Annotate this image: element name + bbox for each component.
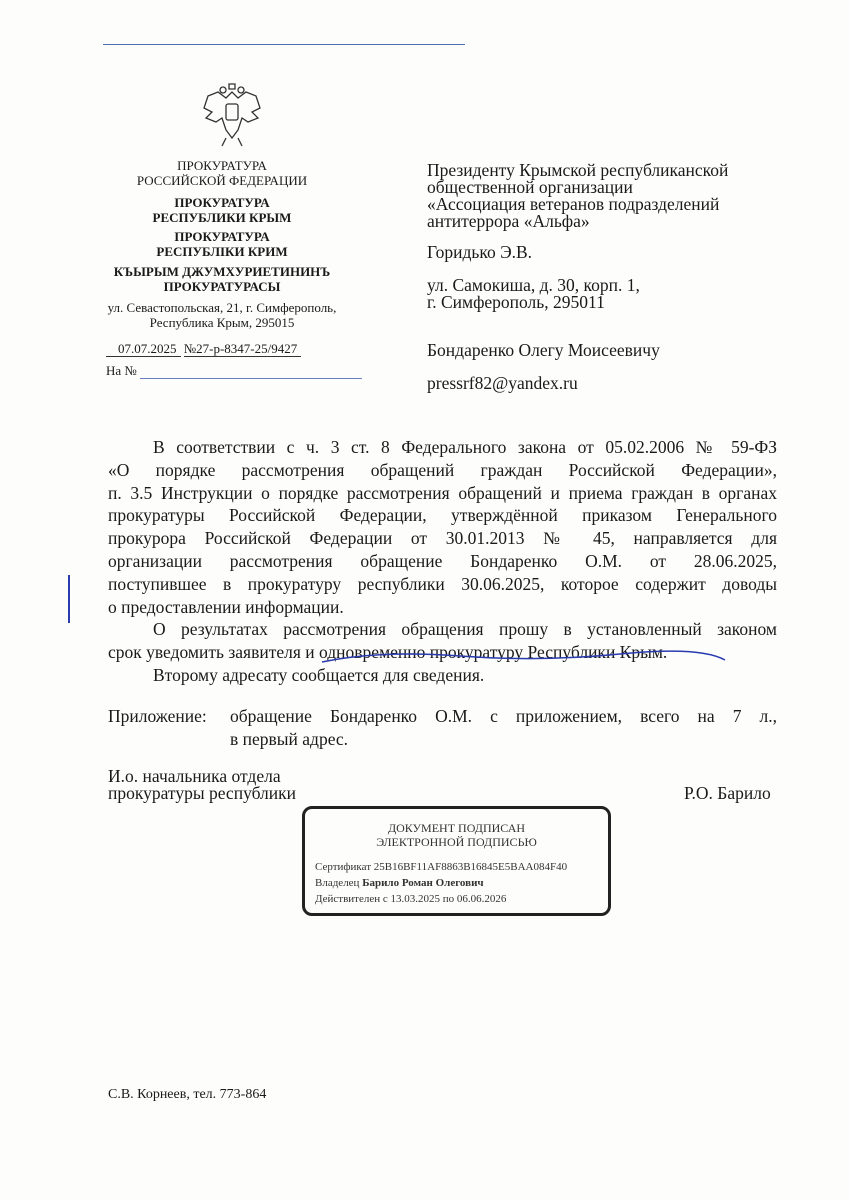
address-line: Республика Крым, 295015 bbox=[149, 315, 295, 330]
outgoing-reg-number: №27-р-8347-25/9427 bbox=[184, 341, 302, 357]
signatory-position bbox=[108, 768, 296, 802]
org-line: ПРОКУРАТУРА bbox=[174, 229, 270, 244]
text-line: поступившее в прокуратуру республики 30.06.2025, которое содержит доводы bbox=[108, 573, 777, 594]
org-line: РОССИЙСКОЙ ФЕДЕРАЦИИ bbox=[136, 173, 308, 188]
text-line: В соответствии с ч. 3 ст. 8 Федерального закона от 05.02.2006 № 59-ФЗ bbox=[153, 437, 777, 457]
recipient-2-email: pressrf82@yandex.ru bbox=[427, 373, 578, 393]
text-line: в первый адрес. bbox=[230, 728, 349, 749]
stamp-title: ДОКУМЕНТ ПОДПИСАН bbox=[387, 821, 526, 835]
recipient-1-address bbox=[427, 277, 640, 311]
org-crimea bbox=[102, 195, 342, 225]
text-line: п. 3.5 Инструкции о порядке рассмотрения обращений и приема граждан в органах bbox=[108, 482, 777, 503]
text-line: срок уведомить заявителя и одновременно прокуратуру Республики Крым. bbox=[108, 642, 668, 663]
org-federal bbox=[102, 158, 342, 188]
org-line: КЪЫРЫМ ДЖУМХУРИЕТИНИНЪ bbox=[113, 264, 331, 279]
owner-label: Владелец bbox=[315, 877, 360, 889]
text-line: прокуратуры республики bbox=[108, 783, 297, 803]
cert-value: 25B16BF11AF8863B16845E5BAA084F40 bbox=[373, 861, 568, 873]
signatory-name: Р.О. Барило bbox=[684, 783, 771, 803]
text-line: о предоставлении информации. bbox=[108, 596, 344, 617]
attachment bbox=[108, 705, 777, 751]
org-line: РЕСПУБЛИКИ КРЫМ bbox=[152, 210, 292, 225]
text-line: прокуратуры Российской Федерации, утверждённой приказом Генерального bbox=[108, 505, 777, 526]
recipient-2-name: Бондаренко Олегу Моисеевичу bbox=[427, 340, 660, 360]
org-line: ПРОКУРАТУРА bbox=[174, 195, 270, 210]
org-crimea-tt bbox=[102, 264, 342, 294]
outgoing-number bbox=[106, 341, 301, 357]
recipient-line: Президенту Крымской республиканской bbox=[427, 160, 729, 180]
recipient-1-name: Горидько Э.В. bbox=[427, 242, 533, 262]
org-address bbox=[102, 300, 342, 330]
text-line: И.о. начальника отдела bbox=[108, 766, 281, 786]
stamp-title: ЭЛЕКТРОННОЙ ПОДПИСЬЮ bbox=[376, 835, 537, 849]
recipient-line: общественной организации bbox=[427, 177, 633, 197]
executor-contact: С.В. Корнеев, тел. 773-864 bbox=[108, 1087, 267, 1102]
org-line: РЕСПУБЛІКИ КРИМ bbox=[156, 244, 288, 259]
text-line: организации рассмотрения обращение Бондаренко О.М. от 28.06.2025, bbox=[108, 550, 777, 571]
coat-of-arms-emblem bbox=[196, 78, 268, 150]
text-line: «О порядке рассмотрения обращений граждан Российской Федерации», bbox=[108, 459, 777, 480]
attachment-label: Приложение: bbox=[108, 706, 207, 726]
owner-value: Барило Роман Олегович bbox=[362, 877, 484, 889]
org-line: ПРОКУРАТУРАСЫ bbox=[163, 279, 281, 294]
e-signature-stamp bbox=[302, 806, 611, 916]
recipient-line: «Ассоциация ветеранов подразделений bbox=[427, 194, 720, 214]
address-line: ул. Самокиша, д. 30, корп. 1, bbox=[427, 275, 640, 295]
handwritten-underline bbox=[320, 644, 730, 666]
reference-number bbox=[106, 363, 362, 379]
recipient-line: антитеррора «Альфа» bbox=[427, 211, 590, 231]
address-line: г. Симферополь, 295011 bbox=[427, 292, 605, 312]
cert-label: Сертификат bbox=[315, 861, 371, 873]
org-crimea-ua bbox=[102, 229, 342, 259]
text-line: Второму адресату сообщается для сведения. bbox=[153, 664, 485, 685]
text-line: О результатах рассмотрения обращения прошу в установленный законом bbox=[153, 619, 777, 640]
text-line: прокурора Российской Федерации от 30.01.2013 № 45, направляется для bbox=[108, 528, 777, 549]
org-line: ПРОКУРАТУРА bbox=[177, 158, 267, 173]
outgoing-date: 07.07.2025 bbox=[106, 341, 181, 357]
margin-pen-mark bbox=[68, 575, 70, 623]
recipient-1 bbox=[427, 162, 728, 230]
address-line: ул. Севастопольская, 21, г. Симферополь, bbox=[107, 300, 337, 315]
text-line: обращение Бондаренко О.М. с приложением, всего на 7 л., bbox=[230, 706, 777, 726]
validity: Действителен с 13.03.2025 по 06.06.2026 bbox=[315, 893, 507, 905]
ref-label: На № bbox=[106, 363, 137, 378]
top-rule bbox=[103, 44, 465, 45]
